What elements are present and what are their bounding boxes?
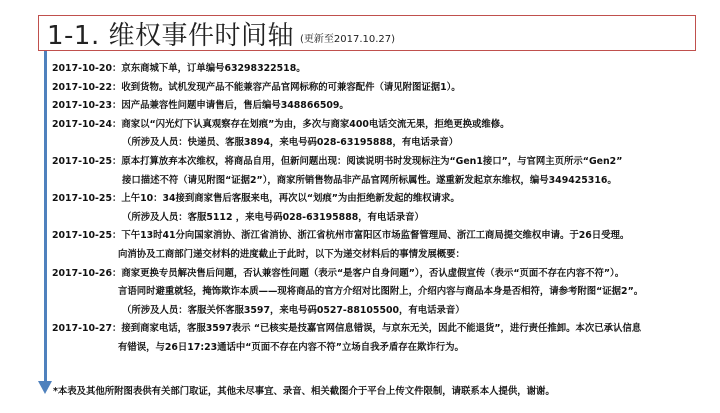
event-continuation: 有错误，与26日17:23通话中“页面不存在内容不符”立场自我矛盾存在欺诈行为。 <box>118 341 464 353</box>
footnote: *本表及其他所附图表供有关部门取证，其他未尽事宜、录音、相关截图介于平台上传文件限制，请联系本人提供，谢谢。 <box>53 386 555 397</box>
event-entry <box>52 190 716 209</box>
event-text: 京东商城下单，订单编号63298322518。 <box>121 63 306 74</box>
event-date: 2017-10-25： <box>52 155 122 167</box>
event-text: 因产品兼容性问题申请售后，售后编号348866509。 <box>121 100 349 112</box>
event-continuation: （所涉及人员：快递员、客服3894，来电号码028-63195888，有电话录音） <box>122 137 459 149</box>
event-date: 2017-10-22： <box>52 81 122 93</box>
event-entry <box>52 60 716 79</box>
event-date: 2017-10-24： <box>52 118 122 130</box>
event-text: 原本打算放弃本次维权，将商品自用，但新问题出现：阅读说明书时发现标注为“Gen1接口”，与官网主页所示“Gen2” <box>121 155 623 167</box>
event-date: 2017-10-25： <box>52 193 122 205</box>
event-entry <box>52 153 716 172</box>
event-entry <box>52 97 716 116</box>
timeline-line <box>44 51 47 383</box>
event-continuation: （所涉及人员：客服关怀客服3597，来电号码0527-88105500，有电话录音） <box>122 304 465 316</box>
event-text: 上午10：34接到商家售后客服来电，再次以“划痕”为由拒绝新发起的维权请求。 <box>121 193 460 205</box>
page-subtitle: (更新至2017.10.27) <box>300 33 396 45</box>
page-title: 1-1. 维权事件时间轴 <box>47 20 294 51</box>
event-list <box>52 60 716 358</box>
event-text: 商家更换专员解决售后问题，否认兼容性问题（表示“是客户自身问题”），否认虚假宣传（表示“页面不存在内容不符”）。 <box>121 267 625 279</box>
event-continuation: 言语同时避重就轻，掩饰欺诈本质——现将商品的官方介绍对比图附上，介绍内容与商品本身是否相符，请参考附图“证据2”。 <box>118 286 644 298</box>
event-date: 2017-10-25： <box>52 230 122 242</box>
event-continuation: （所涉及人员：客服5112 ，来电号码028-63195888，有电话录音） <box>122 211 424 223</box>
event-text: 收到货物。试机发现产品不能兼容产品官网标称的可兼容配件（请见附图证据1）。 <box>121 81 461 93</box>
event-text: 下午13时41分向国家消协、浙江省消协、浙江省杭州市富阳区市场监督管理局、浙江工商局提交维权申请。于26日受理。 <box>121 230 630 242</box>
event-text: 商家以“闪光灯下认真观察存在划痕”为由，多次与商家400电话交流无果，拒绝更换或维修。 <box>121 118 510 130</box>
event-continuation: 接口描述不符（请见附图“证据2”），商家所销售物品非产品官网所标属性。遂重新发起京东维权，编号349425316。 <box>122 174 617 186</box>
event-entry <box>52 320 716 339</box>
event-date: 2017-10-23： <box>52 100 122 112</box>
event-text: 接到商家电话，客服3597表示 “已核实是技嘉官网信息错误，与京东无关，因此不能退货”，进行责任推卸。本次已承认信息 <box>121 323 642 335</box>
event-date: 2017-10-27： <box>52 323 122 335</box>
event-date: 2017-10-26： <box>52 267 122 279</box>
title-box <box>38 15 696 51</box>
event-date: 2017-10-20： <box>52 63 122 74</box>
event-entry <box>52 227 716 246</box>
event-entry <box>52 265 716 284</box>
timeline-arrow-icon <box>38 381 52 394</box>
event-entry <box>52 79 716 98</box>
event-entry <box>52 116 716 135</box>
event-continuation: 向消协及工商部门递交材料的进度截止于此时，以下为递交材料后的事情发展概要： <box>118 248 465 260</box>
